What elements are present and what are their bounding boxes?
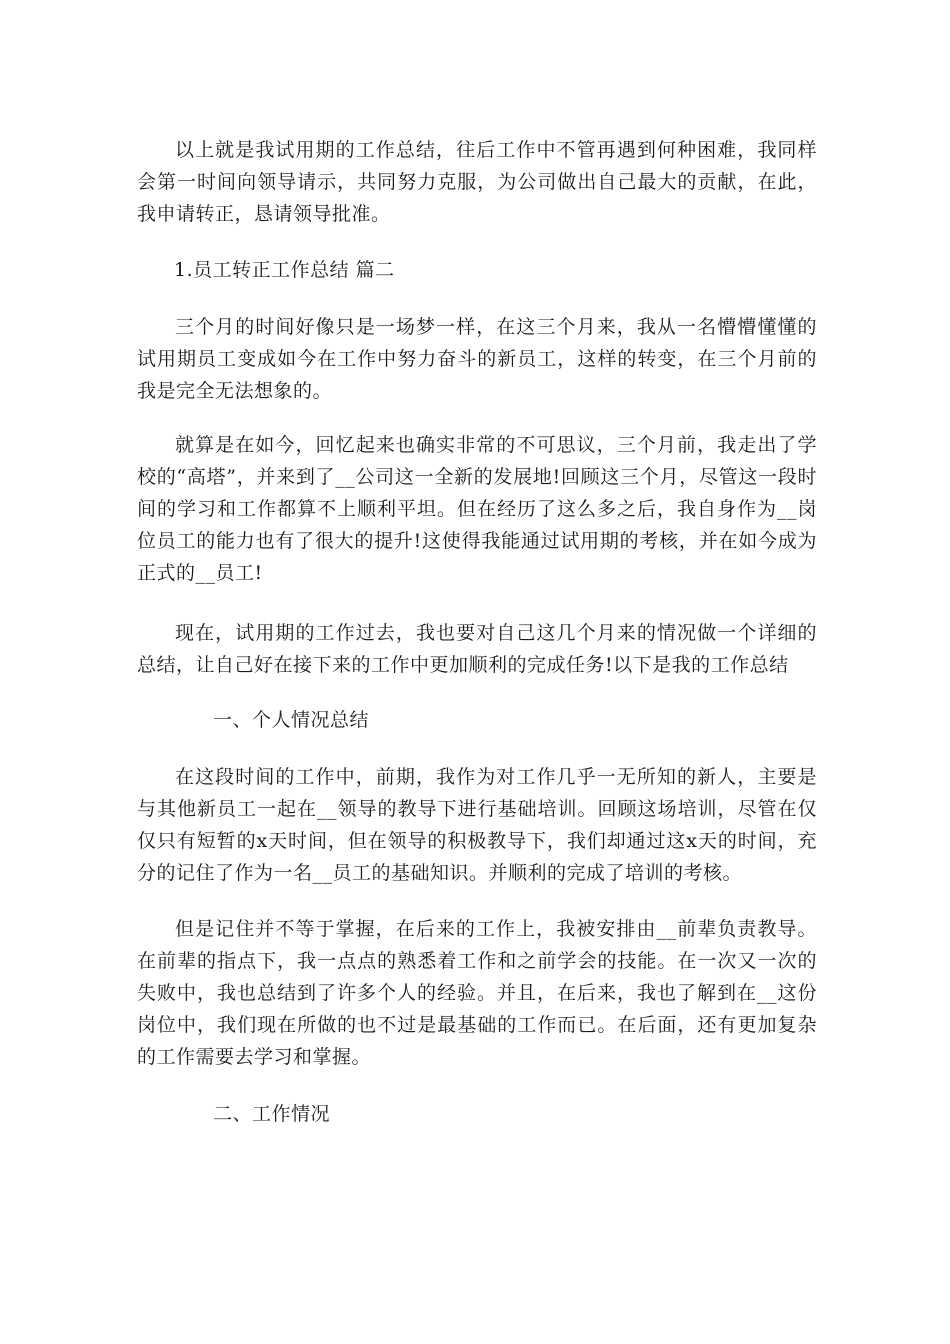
heading-work-situation: 二、工作情况 — [213, 1103, 331, 1125]
paragraph-mentoring: 但是记住并不等于掌握，在后来的工作上，我被安排由__前辈负责教导。在前辈的指点下，我一点点的熟悉着工作和之前学会的技能。在一次又一次的失败中，我也总结到了许多个人的经验。并且，在后来，我也了解到在__这份岗位中，我们现在所做的也不过是最基础的工作而已。在后面，还有更加复杂的工作需要去学习和掌握。 — [137, 918, 817, 1068]
paragraph-training: 在这段时间的工作中，前期，我作为对工作几乎一无所知的新人，主要是与其他新员工一起在__领导的教导下进行基础培训。回顾这场培训，尽管在仅仅只有短暂的x天时间，但在领导的积极教导下，我们却通过这x天的时间，充分的记住了作为一名__员工的基础知识。并顺利的完成了培训的考核。 — [137, 766, 817, 884]
paragraph-conclusion: 以上就是我试用期的工作总结，往后工作中不管再遇到何种困难，我同样会第一时间向领导请示，共同努力克服，为公司做出自己最大的贡献，在此，我申请转正，恳请领导批准。 — [137, 139, 817, 225]
section-title: 1.员工转正工作总结 篇二 — [174, 259, 395, 281]
paragraph-intro: 三个月的时间好像只是一场梦一样，在这三个月来，我从一名懵懵懂懂的试用期员工变成如今在工作中努力奋斗的新员工，这样的转变，在三个月前的我是完全无法想象的。 — [137, 316, 817, 402]
paragraph-summary-lead: 现在，试用期的工作过去，我也要对自己这几个月来的情况做一个详细的总结，让自己好在接下来的工作中更加顺利的完成任务!以下是我的工作总结 — [137, 622, 817, 676]
paragraph-review: 就算是在如今，回忆起来也确实非常的不可思议，三个月前，我走出了学校的“高塔”，并来到了__公司这一全新的发展地!回顾这三个月，尽管这一段时间的学习和工作都算不上顺利平坦。但在经历了这么多之后，我自身作为__岗位员工的能力也有了很大的提升!这使得我能通过试用期的考核，并在如今成为正式的__员工! — [137, 434, 817, 584]
heading-personal-summary: 一、个人情况总结 — [213, 709, 370, 731]
